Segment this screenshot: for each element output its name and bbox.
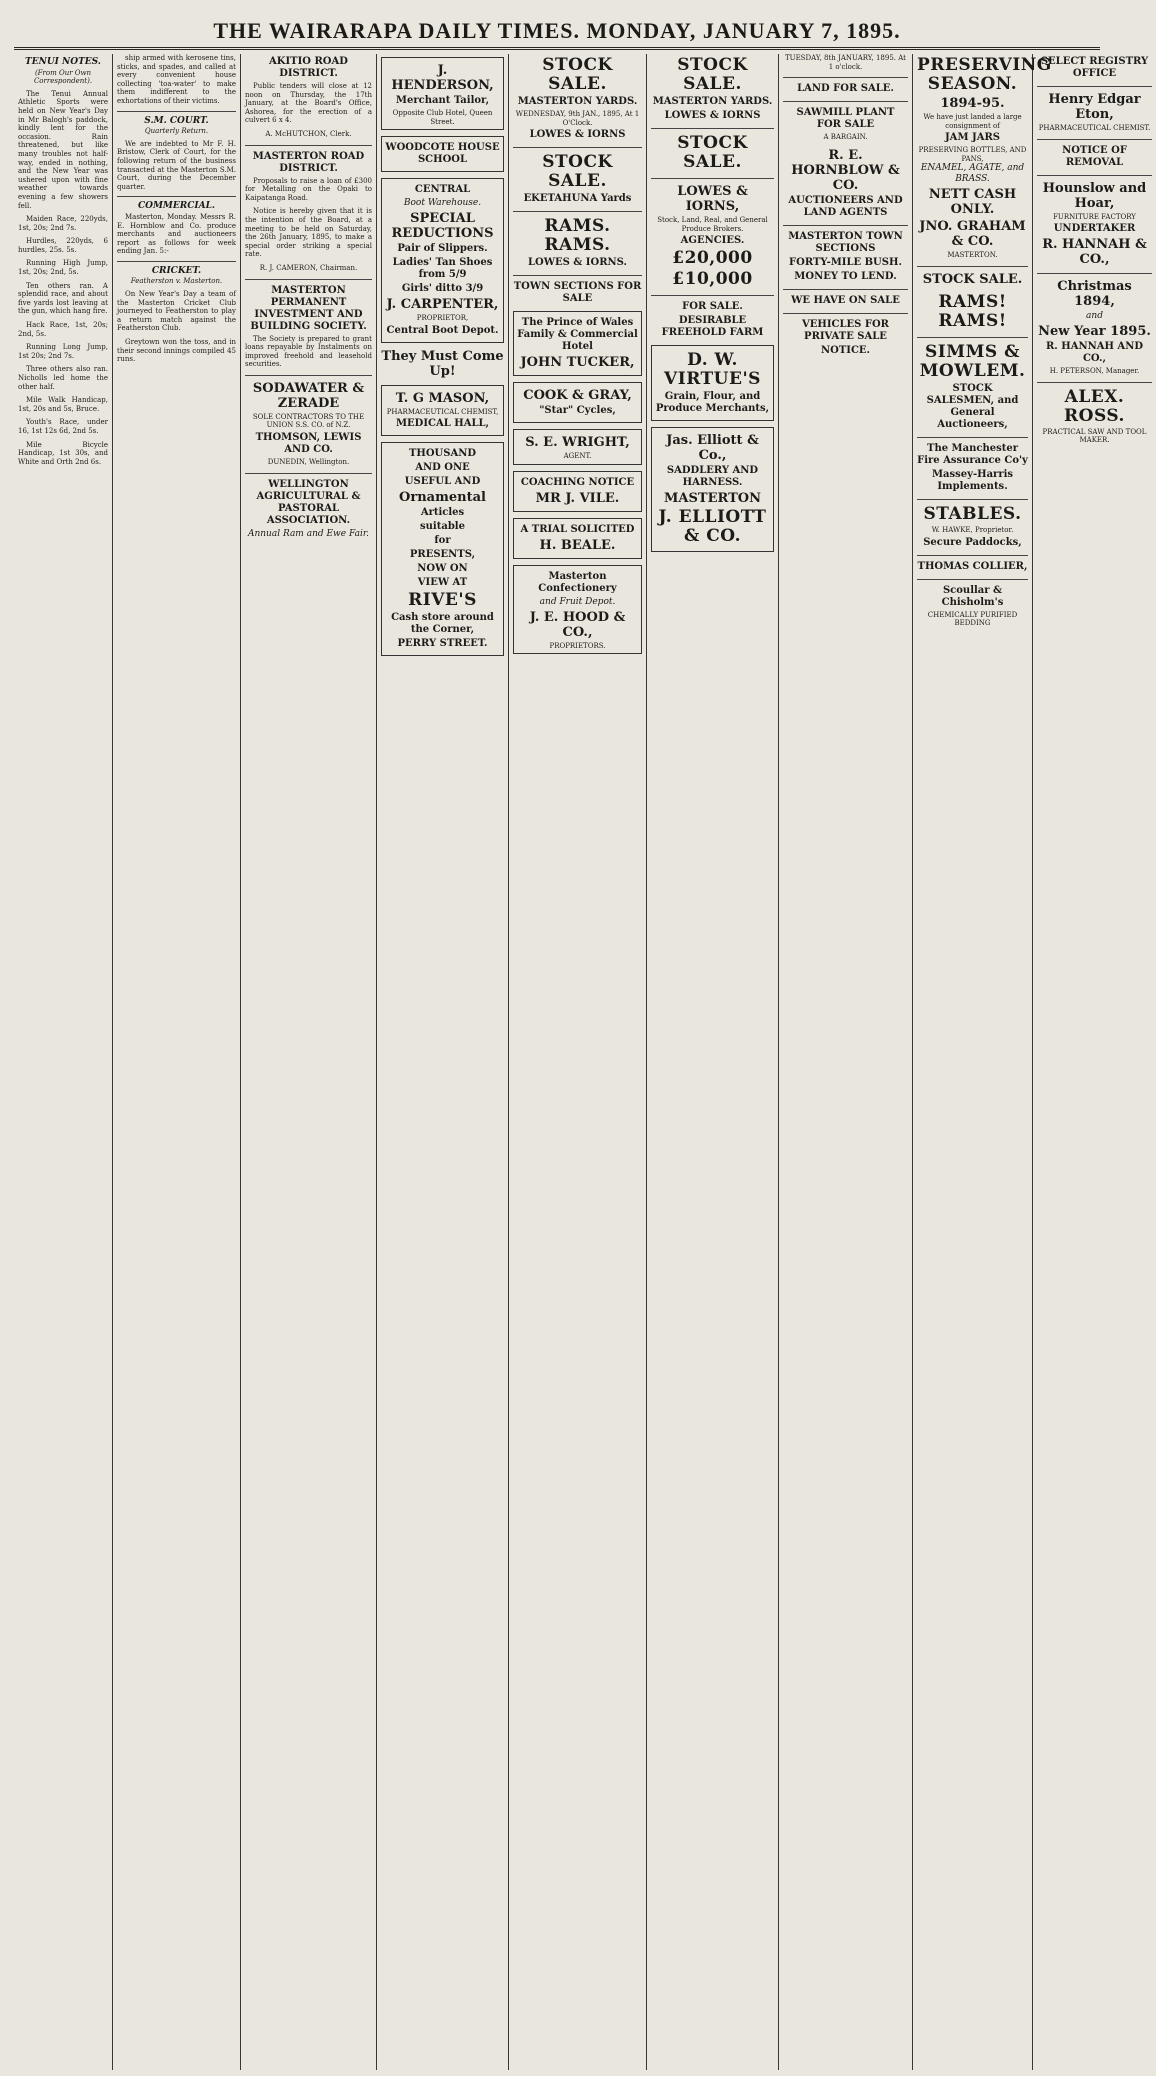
ad-name: JOHN TUCKER, [520,355,635,371]
court-sub: Quarterly Return. [144,127,209,136]
divider [917,437,1028,438]
masthead-title: THE WAIRARAPA DAILY TIMES. MONDAY, JANUARY 7, 1895. [213,18,901,43]
ad-heading: RAMS! RAMS! [938,291,1007,331]
ad-name: T. G MASON, [395,390,490,406]
column-4 [377,54,509,2070]
advertisement [245,56,372,139]
ad-heading: AGENCIES. [680,235,745,247]
ad-heading: ALEX. ROSS. [1064,386,1125,426]
ad-name: W. HAWKE, Proprietor. [931,525,1014,534]
ad-heading: Hounslow and Hoar, [1042,180,1147,211]
ad-heading: TOWN SECTIONS FOR SALE [513,281,642,305]
advertisement [513,281,642,305]
advertisement [917,585,1028,628]
column-5 [509,54,647,2070]
ad-heading: WELLINGTON AGRICULTURAL & PASTORAL ASSOCIATION. [256,478,361,526]
ad-sub: Grain, Flour, and Produce Merchants, [655,391,770,415]
ad-place: MEDICAL HALL, [395,418,490,430]
advertisement [917,272,1028,287]
ad-line: JAM JARS [944,132,1001,144]
ad-heading: The Manchester Fire Assurance Co'y [917,442,1028,466]
advertisement [1037,388,1152,445]
ad-heading: NOTICE. [820,344,871,356]
divider [783,313,908,314]
advertisement [513,311,642,376]
ad-headline: Pair of Slippers. [397,243,488,255]
ad-name: H. PETERSON, Manager. [1049,367,1140,376]
divider [917,555,1028,556]
advertisement [651,345,774,421]
advertisement [381,57,504,130]
column-8 [913,54,1052,2070]
ad-text: The Society is prepared to grant loans repayable by Instalments on improved freehold and leasehold securities. [245,334,372,369]
ad-heading: The Prince of Wales Family & Commercial Hotel [517,317,638,353]
ad-heading: Christmas 1894, [1057,279,1132,310]
column-7 [779,54,913,2070]
advertisement [245,285,372,369]
ad-heading: AKITIO ROAD DISTRICT. [269,56,348,79]
divider [783,289,908,290]
ad-line: ENAMEL, AGATE, and BRASS. [920,163,1025,185]
column-9 [1033,54,1156,2070]
ad-sub: SOLE CONTRACTORS TO THE UNION S.S. CO. of N.Z. [252,412,365,430]
divider [783,225,908,226]
advertisement [513,56,642,141]
ad-money: £10,000 [672,269,753,290]
ad-heading: STOCK SALE. [677,133,748,172]
advertisement [917,505,1028,549]
ad-place: Cash store around the Corner, [391,612,494,636]
ad-sub: PHARMACEUTICAL CHEMIST. [1038,124,1151,132]
article-paragraph: Three others also ran. Nicholls led home the other half. [18,365,108,391]
divider [1037,139,1152,140]
cricket-heading: CRICKET. [151,265,202,276]
advertisement [513,153,642,205]
ad-heading: STOCK SALE. [677,55,748,94]
ad-headline: SPECIAL REDUCTIONS [391,211,494,242]
ad-heading: SAWMILL PLANT FOR SALE [796,107,895,131]
advertisement [783,319,908,357]
ad-line: USEFUL AND [404,476,481,488]
ad-line: PRESENTS, [409,549,476,561]
divider [651,178,774,179]
ad-heading: MONEY TO LEND. [794,270,897,282]
advertisement [513,565,642,655]
column-1 [14,54,113,2070]
tenui-notes-heading: TENUI NOTES. [25,57,101,67]
divider [245,279,372,280]
ad-name: RIVE'S [408,590,477,611]
divider [245,473,372,474]
ad-name: R. HANNAH AND CO., [1045,341,1144,365]
ad-line: PRESERVING BOTTLES, AND PANS, [918,146,1027,163]
advertisement [381,442,504,656]
divider [917,499,1028,500]
ad-name: R. HANNAH & CO., [1042,237,1147,268]
advertisement [381,136,504,172]
ad-sub: PROPRIETORS. [549,641,606,650]
ad-name: J. E. HOOD & CO., [529,609,626,640]
advertisement [917,293,1028,331]
ad-heading: CENTRAL [414,184,471,196]
ad-sub: SADDLERY AND HARNESS. [666,465,759,489]
column-3 [241,54,377,2070]
advertisement [245,381,372,467]
court-heading: S.M. COURT. [144,115,209,126]
ad-heading: LOWES & IORNS, [677,184,748,214]
article-paragraph: We are indebted to Mr F. H. Bristow, Clerk of Court, for the following return of the business transacted at the Masterton S.M. Court, during the December quarter. [117,139,236,191]
advertisement [651,184,774,289]
ad-line: suitable [420,521,465,533]
advertisement [1037,279,1152,376]
article-paragraph: On New Year's Day a team of the Masterton Cricket Club journeyed to Featherston to play a return match against the Featherston Club. [117,290,236,333]
ad-line: VIEW AT [417,577,468,589]
ad-heading: WOODCOTE HOUSE SCHOOL [385,142,500,166]
article-paragraph: Youth's Race, under 16, 1st 12s 6d, 2nd 5s. [18,418,108,435]
ad-place: MASTERTON YARDS. [652,96,773,107]
ad-firm: LOWES & IORNS [664,110,761,121]
divider [513,275,642,276]
advertisement [1037,145,1152,169]
advertisement [513,518,642,559]
ad-heading: D. W. VIRTUE'S [664,350,761,390]
ad-place: EKETAHUNA Yards [523,193,632,205]
article-paragraph: Ten others ran. A splendid race, and about five yards lost leaving at the gun, which hang fire. [18,281,108,316]
ad-heading: STABLES. [923,503,1022,524]
advertisement [783,295,908,307]
ad-heading: Massey-Harris Implements. [931,468,1014,492]
divider [651,295,774,296]
divider [245,145,372,146]
ad-line: Ornamental [399,490,486,506]
advertisement [245,151,372,273]
advertisement [651,134,774,172]
advertisement [917,561,1028,573]
ad-heading: LAND FOR SALE. [797,83,894,95]
ad-firm: LOWES & IORNS [529,129,626,141]
divider [513,147,642,148]
ad-trade: Merchant Tailor, [395,95,490,106]
ad-line: Annual Ram and Ewe Fair. [247,528,370,539]
divider [651,128,774,129]
ad-heading: MASTERTON ROAD DISTRICT. [252,150,365,174]
advertisement [783,107,908,142]
advertisement [513,471,642,512]
divider [783,101,908,102]
ad-line: NETT CASH ONLY. [928,187,1017,218]
ad-line: Ladies' Tan Shoes from 5/9 [392,257,493,281]
article-paragraph: Running High Jump, 1st, 20s; 2nd, 5s. [18,259,108,277]
divider [1037,273,1152,274]
ad-heading: STOCK SALE. [542,55,613,94]
divider [117,261,236,262]
ad-sub: Stock, Land, Real, and General Produce Brokers. [657,216,768,233]
ad-heading: THOMAS COLLIER, [917,560,1028,572]
ad-line: AND ONE [415,462,470,474]
ad-heading: Jas. Elliott & Co., [666,433,759,464]
ad-heading: MASTERTON PERMANENT INVESTMENT AND BUILDING SOCIETY. [250,284,367,332]
ad-years: 1894-95. [940,96,1005,111]
ad-heading: FORTY-MILE BUSH. [789,256,902,268]
article-paragraph: Masterton, Monday. Messrs R. E. Hornblow and Co. produce merchants and auctioneers report as follows for week ending Jan. 5:- [117,212,236,256]
article-paragraph: Maiden Race, 220yds, 1st, 20s; 2nd 7s. [18,215,108,232]
column-6 [647,54,779,2070]
ad-line: Girls' ditto 3/9 [401,283,484,295]
ad-heading: SIMMS & MOWLEM. [919,341,1026,381]
ad-name: J. HENDERSON, [391,63,494,93]
ad-name: MR J. VILE. [535,490,620,506]
ad-line: for [434,535,451,547]
article-paragraph: Hack Race, 1st, 20s; 2nd, 5s. [18,321,108,338]
ad-sub: A BARGAIN. [823,133,868,142]
ad-heading: New Year 1895. [1038,324,1151,340]
divider [917,579,1028,580]
ad-heading: They Must Come Up! [381,348,504,379]
divider [1037,382,1152,383]
ad-line: NOW ON [417,563,468,575]
advertisement [1037,92,1152,133]
ad-date: TUESDAY, 8th JANUARY, 1895. At 1 o'clock. [785,54,906,71]
divider [917,337,1028,338]
ad-sub: CHEMICALLY PURIFIED BEDDING [927,610,1018,628]
ad-trade: AGENT. [563,452,592,461]
ad-sub: and Fruit Depot. [539,596,616,607]
ad-heading: STOCK SALE. [542,152,613,192]
ad-place: DUNEDIN, Wellington. [267,458,350,467]
advertisement [917,343,1028,431]
advertisement [917,443,1028,493]
article-paragraph: Hurdles, 220yds, 6 hurdles, 25s. 5s. [18,237,108,254]
ad-firm: THOMSON, LEWIS AND CO. [255,432,362,456]
ad-place: Opposite Club Hotel, Queen Street. [392,109,493,126]
ad-heading: COACHING NOTICE [520,476,635,488]
ad-sub: AUCTIONEERS AND LAND AGENTS [788,194,903,218]
article-paragraph: Greytown won the toss, and in their second innings compiled 45 runs. [117,338,236,364]
ad-heading: MASTERTON TOWN SECTIONS [788,230,903,254]
ad-name: JNO. GRAHAM & CO. [919,219,1026,250]
ad-place: MASTERTON [664,491,761,507]
ad-signature: R. J. CAMERON, Chairman. [259,263,358,272]
ad-street: PERRY STREET. [397,638,488,650]
ad-heading: DESIRABLE FREEHOLD FARM [661,315,764,339]
ad-heading: Henry Edgar Eton, [1048,92,1141,122]
ad-heading: COOK & GRAY, [523,388,632,404]
ad-heading: NOTICE OF REMOVAL [1062,144,1127,168]
ad-place: Central Boot Depot. [386,324,499,336]
masthead [14,0,1100,44]
commercial-heading: COMMERCIAL. [137,201,216,212]
ad-heading: SELECT REGISTRY OFFICE [1040,56,1149,79]
ad-heading: SODAWATER & ZERADE [252,380,365,411]
divider [1037,86,1152,87]
advertisement [783,148,908,219]
advertisement [651,56,774,122]
ad-signature: A. McHUTCHON, Clerk. [265,129,352,138]
ad-heading: WE HAVE ON SALE [791,294,900,306]
ad-trade: PHARMACEUTICAL CHEMIST, [386,407,499,416]
advertisement [651,427,774,552]
advertisement [917,55,1052,260]
ad-heading: Masterton Confectionery [538,570,617,594]
ad-money: £20,000 [672,248,753,269]
ad-name: S. E. WRIGHT, [525,435,630,451]
columns [14,54,1151,2070]
ad-line: "Star" Cycles, [539,405,616,417]
divider [117,196,236,197]
ad-heading: RAMS. RAMS. [544,216,611,256]
ad-heading: Secure Paddocks, [923,536,1022,548]
ad-date: WEDNESDAY, 9th JAN., 1895, At 1 O'Clock. [515,110,640,127]
advertisement [513,429,642,465]
ad-line: We have just landed a large consignment of [923,113,1022,130]
ad-sub: FURNITURE FACTORY [1053,212,1136,221]
ad-name: H. BEALE. [539,537,616,553]
advertisement [1037,181,1152,268]
ad-heading: A TRIAL SOLICITED [520,523,635,535]
cricket-sub: Featherston v. Masterton. [130,277,223,286]
article-paragraph: The Tenui Annual Athletic Sports were held on New Year's Day in Mr Balogh's paddock, kindly lent for the occasion. Rain threatened, but like many troubles not half-way, ended in nothing, and the New Year was ushered upon with fine weather towards evening a few showers fell. [18,89,108,210]
article-paragraph: ship armed with kerosene tins, sticks, and spades, and called at every convenient house collecting 'toa-water' to make them indifferent to the exhortations of their victims. [117,54,236,105]
ad-sub: STOCK SALESMEN, and General Auctioneers, [926,382,1019,430]
ad-sub: PRACTICAL SAW AND TOOL MAKER. [1042,427,1147,445]
article-paragraph: Mile Walk Handicap, 1st, 20s and 5s, Bruce. [18,396,108,413]
ad-heading: FOR SALE. [682,301,743,313]
ad-sub: PROPRIETOR, [416,314,469,323]
advertisement [783,231,908,283]
advertisement [651,301,774,339]
advertisement [381,349,504,379]
advertisement [783,54,908,71]
ad-heading: STOCK SALE. [922,271,1023,287]
advertisement [513,382,642,423]
ad-place: MASTERTON YARDS. [517,96,638,107]
divider [1037,175,1152,176]
ad-place: MASTERTON. [947,251,998,260]
masthead-rule [14,47,1100,50]
divider [917,266,1028,267]
ad-heading: UNDERTAKER [1053,223,1136,235]
advertisement [1037,56,1152,80]
divider [513,211,642,212]
article-paragraph: Running Long Jump, 1st 20s; 2nd 7s. [18,343,108,360]
ad-name: J. CARPENTER, [386,297,499,313]
advertisement [381,385,504,437]
divider [245,375,372,376]
ad-text: Notice is hereby given that it is the intention of the Board, at a meeting to be held on Saturday, the 26th January, 1895, to make a special order striking a special rate. [245,207,372,259]
ad-heading: PRESERVING SEASON. [917,55,1052,94]
column-2 [113,54,241,2070]
tenui-notes-sub: (From Our Own Correspondent). [33,68,93,86]
divider [783,77,908,78]
divider [117,111,236,112]
ad-heading: VEHICLES FOR PRIVATE SALE [802,318,889,342]
advertisement [513,217,642,269]
ad-name: J. ELLIOTT & CO. [658,507,767,547]
ad-firm: LOWES & IORNS. [528,257,627,269]
ad-line: Articles [420,507,465,519]
ad-text: Proposals to raise a loan of £300 for Metalling on the Opaki to Kaipatanga Road. [245,176,372,202]
ad-text: Public tenders will close at 12 noon on Thursday, the 17th January, at the Board's Office, Ashorea, for the erection of a culvert 6 x 4. [245,82,372,125]
advertisement [783,83,908,95]
ad-sub: Boot Warehouse. [403,198,482,209]
ad-firm: R. E. HORNBLOW & CO. [791,147,900,193]
advertisement [381,178,504,343]
article-paragraph: Mile Bicycle Handicap, 1st 30s, and White and Orth 2nd 6s. [18,440,108,466]
advertisement [245,479,372,540]
ad-line: and [1086,311,1103,322]
ad-line: THOUSAND [408,448,477,460]
ad-heading: Scoullar & Chisholm's [941,584,1004,608]
